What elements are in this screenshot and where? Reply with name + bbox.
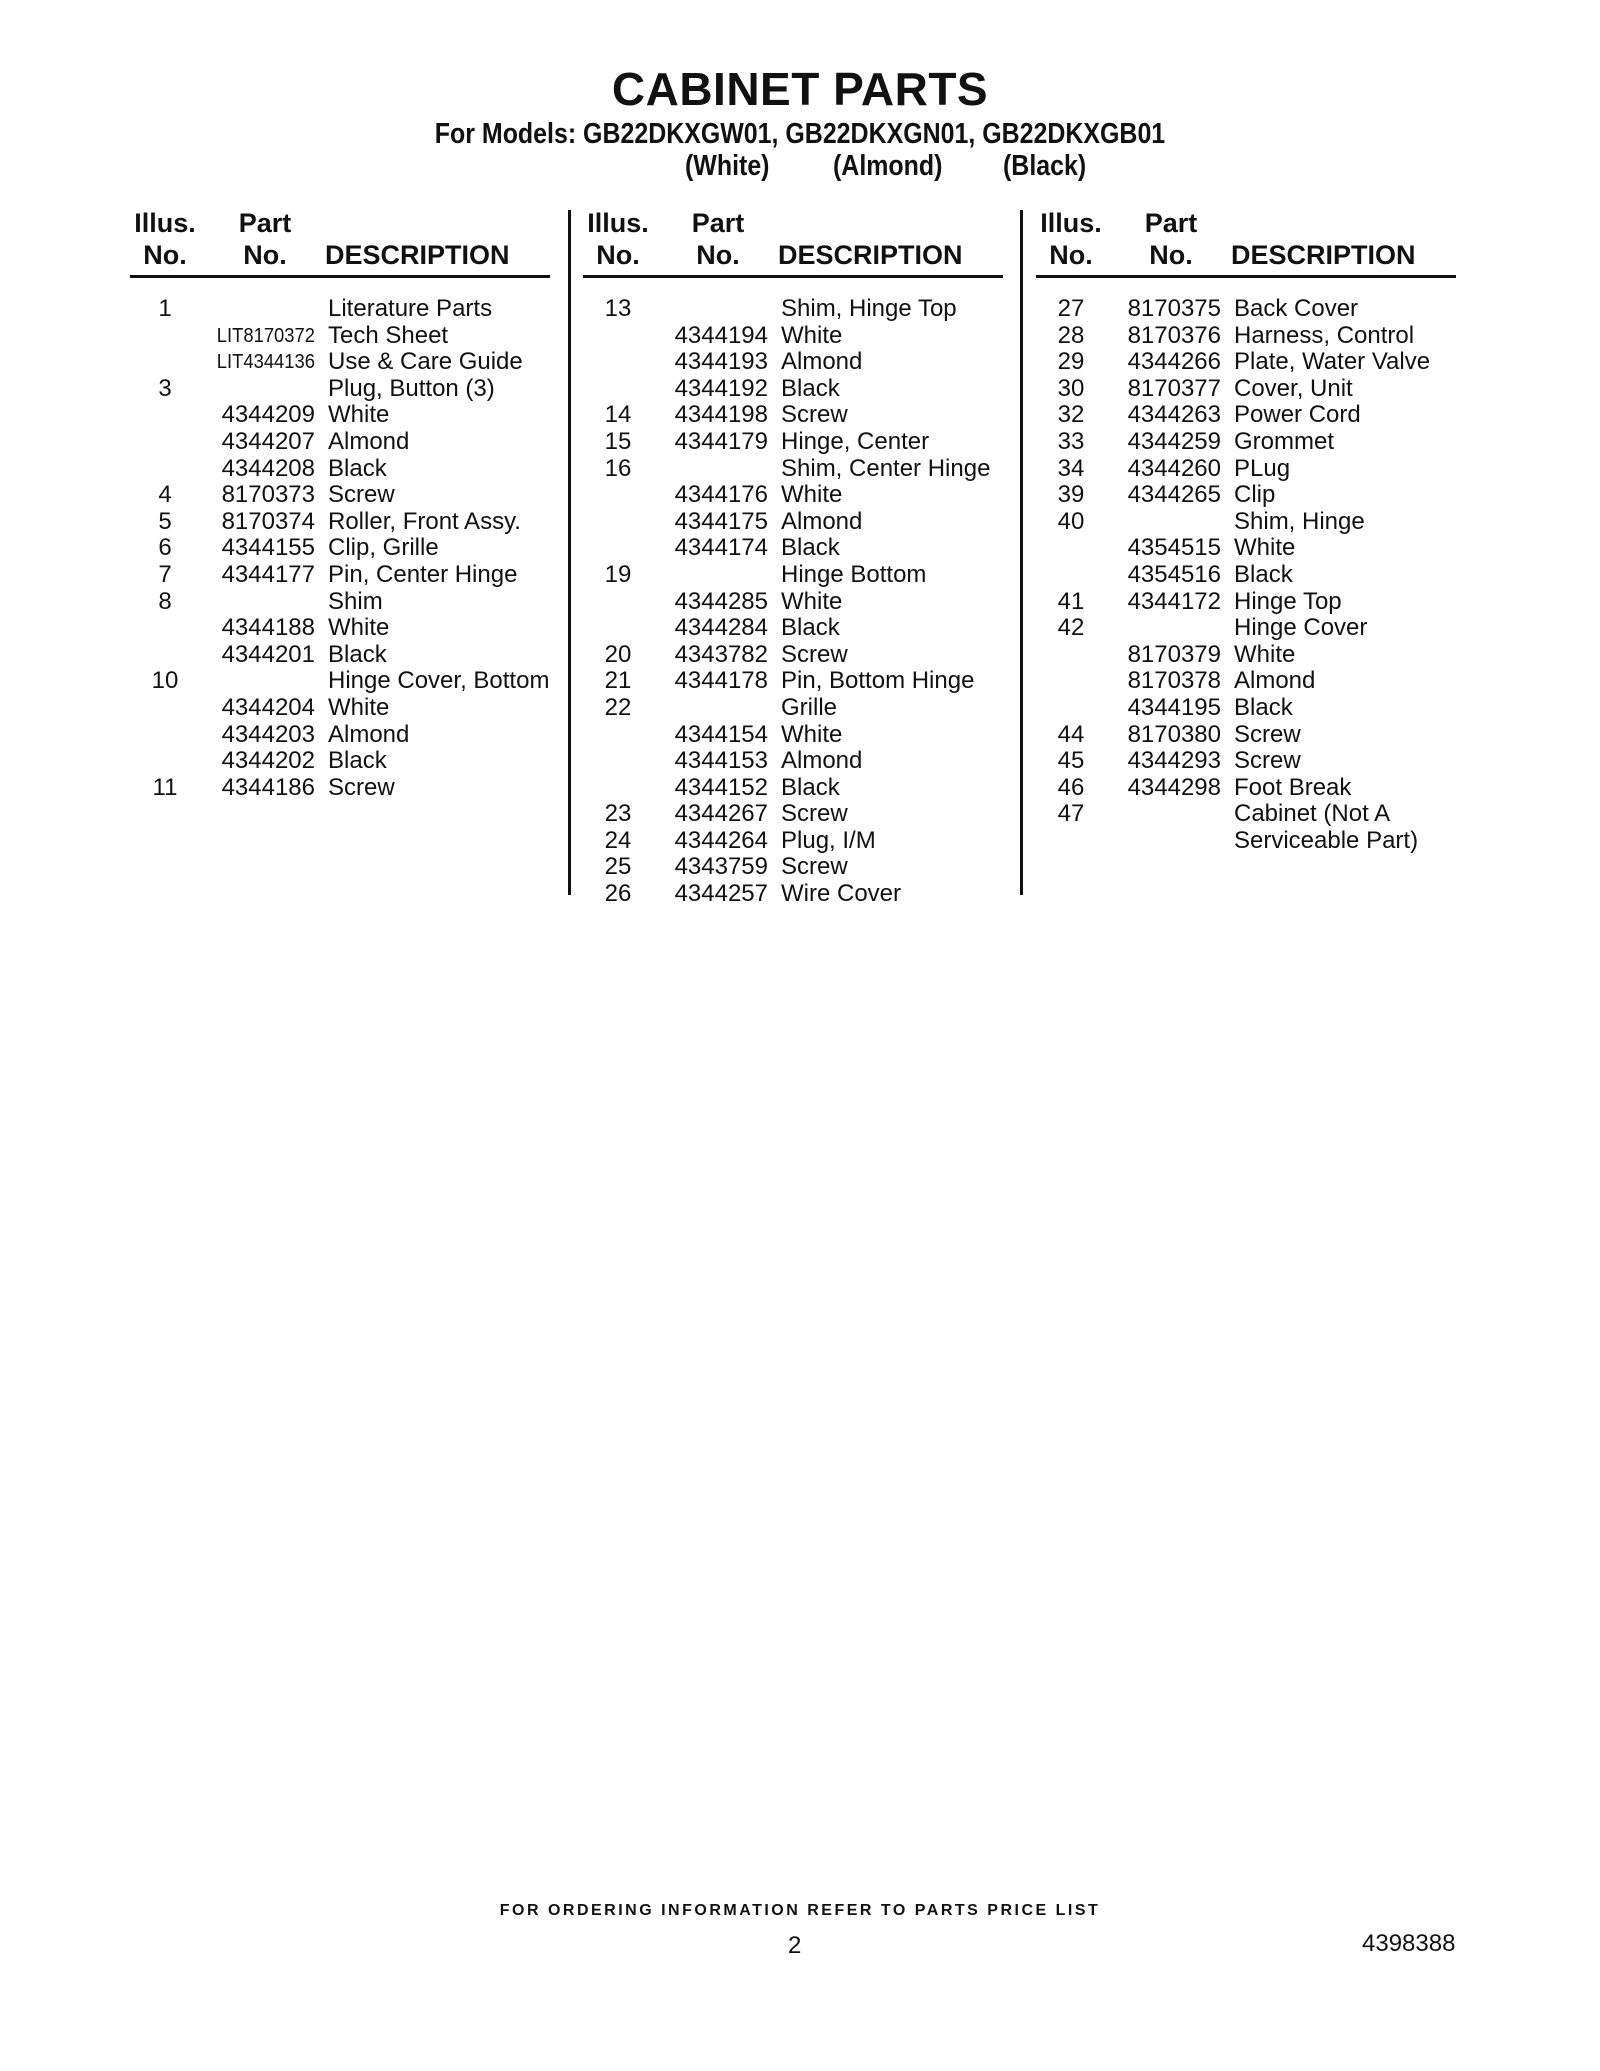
page-number: 2 <box>788 1932 802 1959</box>
part-number: 4344174 <box>674 534 768 562</box>
part-number: 4343782 <box>674 640 768 668</box>
part-number: 4344285 <box>674 587 768 615</box>
part-description: Almond <box>781 507 863 535</box>
part-description: Screw <box>328 773 395 801</box>
parts-row <box>1036 509 1456 536</box>
illus-number: 33 <box>1057 427 1085 455</box>
part-number: 4344154 <box>674 720 768 748</box>
illus-number: 27 <box>1057 295 1085 322</box>
part-number: 4344208 <box>221 454 315 482</box>
part-number: 8170373 <box>221 481 315 509</box>
illus-number: 15 <box>604 427 632 455</box>
parts-row <box>583 722 1003 749</box>
parts-row <box>583 402 1003 429</box>
parts-column-3 <box>1036 205 1456 854</box>
parts-row <box>1036 642 1456 669</box>
illus-number: 47 <box>1057 800 1085 828</box>
part-description: Clip <box>1234 481 1276 509</box>
illus-header-line1: Illus. <box>587 208 649 238</box>
part-description: Almond <box>781 348 863 376</box>
part-description: White <box>1234 534 1296 562</box>
part-description: Power Cord <box>1234 401 1361 429</box>
part-description: Grommet <box>1234 427 1335 455</box>
parts-row <box>583 509 1003 536</box>
part-number: 4354516 <box>1127 560 1221 588</box>
parts-row <box>1036 349 1456 376</box>
models-line: For Models: GB22DKXGW01, GB22DKXGN01, GB22DKXGB01 <box>434 118 1166 150</box>
parts-row <box>583 562 1003 589</box>
part-number: 4344203 <box>221 720 315 748</box>
part-number: 4344201 <box>221 640 315 668</box>
part-description: Black <box>328 747 387 775</box>
illus-number: 28 <box>1057 321 1085 349</box>
parts-row <box>130 296 550 323</box>
parts-row <box>583 854 1003 881</box>
parts-row <box>130 535 550 562</box>
illus-number: 11 <box>152 773 178 801</box>
part-description: Wire Cover <box>781 880 902 908</box>
parts-row <box>130 562 550 589</box>
part-description: Black <box>1234 560 1293 588</box>
part-number: 4344298 <box>1127 773 1221 801</box>
part-number: LIT4344136 <box>216 351 315 374</box>
part-number: 4344202 <box>221 747 315 775</box>
illus-header-line2: No. <box>596 240 640 270</box>
illus-number: 19 <box>604 560 632 588</box>
part-description: Black <box>781 614 840 642</box>
parts-row <box>1036 323 1456 350</box>
part-description: White <box>328 693 390 721</box>
page-title: CABINET PARTS <box>611 63 989 115</box>
part-description: White <box>328 401 390 429</box>
part-description: Cabinet (Not A <box>1234 800 1391 828</box>
illus-number: 29 <box>1057 348 1085 376</box>
parts-row <box>130 642 550 669</box>
parts-row <box>583 828 1003 855</box>
part-description: Screw <box>781 800 848 828</box>
part-number: 4344260 <box>1127 454 1221 482</box>
illus-number: 4 <box>158 481 172 509</box>
illus-number: 8 <box>158 587 172 615</box>
part-number: 4344155 <box>221 534 315 562</box>
part-number: 4344293 <box>1127 747 1221 775</box>
part-number: 8170374 <box>221 507 315 535</box>
illus-number: 25 <box>604 853 632 881</box>
part-description: Shim, Center Hinge <box>781 454 991 482</box>
parts-row <box>130 456 550 483</box>
part-description: Plug, Button (3) <box>328 374 495 402</box>
parts-row <box>130 402 550 429</box>
part-description: Serviceable Part) <box>1234 826 1419 854</box>
parts-row <box>130 429 550 456</box>
parts-row <box>130 589 550 616</box>
part-no-header <box>683 207 753 271</box>
part-description: Screw <box>781 853 848 881</box>
part-description: Screw <box>781 640 848 668</box>
parts-row <box>130 376 550 403</box>
part-header-line1: Part <box>1144 208 1198 238</box>
illus-number: 13 <box>604 295 632 322</box>
table-header <box>583 205 1003 278</box>
parts-list <box>130 296 550 801</box>
part-number: 8170380 <box>1127 720 1221 748</box>
part-number: 4344177 <box>221 560 315 588</box>
illus-number: 32 <box>1057 401 1085 429</box>
part-number: 4344179 <box>674 427 768 455</box>
illus-number: 41 <box>1057 587 1085 615</box>
illus-number: 16 <box>604 454 632 482</box>
parts-row <box>130 349 550 376</box>
parts-row <box>130 323 550 350</box>
parts-row <box>1036 376 1456 403</box>
parts-row <box>1036 562 1456 589</box>
parts-row <box>1036 801 1456 828</box>
part-description: Literature Parts <box>328 295 493 322</box>
parts-row <box>130 775 550 802</box>
parts-row <box>583 695 1003 722</box>
part-number: 4344193 <box>674 348 768 376</box>
part-description: Black <box>781 374 840 402</box>
part-description: Back Cover <box>1234 295 1359 322</box>
part-description: Foot Break <box>1234 773 1352 801</box>
illus-header-line1: Illus. <box>134 208 196 238</box>
parts-list <box>1036 296 1456 854</box>
part-number: 4344152 <box>674 773 768 801</box>
parts-row <box>583 881 1003 908</box>
parts-row <box>583 349 1003 376</box>
illus-number: 5 <box>158 507 172 535</box>
part-description: White <box>781 481 843 509</box>
part-description: Plug, I/M <box>781 826 876 854</box>
parts-row <box>1036 535 1456 562</box>
parts-row <box>130 482 550 509</box>
part-description: Roller, Front Assy. <box>328 507 521 535</box>
part-number: 8170377 <box>1127 374 1221 402</box>
illus-no-header <box>1036 207 1106 271</box>
part-number: 4344176 <box>674 481 768 509</box>
column-divider <box>1020 210 1023 895</box>
table-header <box>1036 205 1456 278</box>
table-header <box>130 205 550 278</box>
part-header-line2: No. <box>243 240 287 270</box>
part-description: Shim, Hinge <box>1234 507 1365 535</box>
part-description: White <box>328 614 390 642</box>
part-number: 4344259 <box>1127 427 1221 455</box>
illus-number: 22 <box>604 693 632 721</box>
column-divider <box>568 210 571 895</box>
part-number: 4344267 <box>674 800 768 828</box>
part-description: Pin, Center Hinge <box>328 560 518 588</box>
part-description: Black <box>328 640 387 668</box>
parts-row <box>130 615 550 642</box>
parts-row <box>583 429 1003 456</box>
part-description: Black <box>328 454 387 482</box>
parts-row <box>1036 748 1456 775</box>
part-header-line2: No. <box>696 240 740 270</box>
part-number: 4344153 <box>674 747 768 775</box>
part-description: White <box>781 321 843 349</box>
illus-number: 6 <box>158 534 172 562</box>
part-number: 4344204 <box>221 693 315 721</box>
part-number: 4344195 <box>1127 693 1221 721</box>
part-description: Harness, Control <box>1234 321 1415 349</box>
illus-number: 26 <box>604 880 632 908</box>
illus-number: 34 <box>1057 454 1085 482</box>
parts-row <box>1036 615 1456 642</box>
part-number: 4354515 <box>1127 534 1221 562</box>
part-description: Screw <box>328 481 395 509</box>
parts-row <box>1036 695 1456 722</box>
part-description: Almond <box>1234 667 1316 695</box>
ordering-note: FOR ORDERING INFORMATION REFER TO PARTS PRICE LIST <box>499 1902 1101 1919</box>
parts-row <box>583 615 1003 642</box>
illus-header-line2: No. <box>143 240 187 270</box>
part-number: 4343759 <box>674 853 768 881</box>
illus-header-line1: Illus. <box>1040 208 1102 238</box>
part-description: White <box>1234 640 1296 668</box>
part-number: 4344266 <box>1127 348 1221 376</box>
part-description: Black <box>781 773 840 801</box>
part-number: 4344209 <box>221 401 315 429</box>
illus-number: 14 <box>604 401 632 429</box>
parts-row <box>1036 402 1456 429</box>
illus-number: 46 <box>1057 773 1085 801</box>
parts-row <box>1036 722 1456 749</box>
parts-row <box>1036 296 1456 323</box>
parts-row <box>130 722 550 749</box>
parts-row <box>583 376 1003 403</box>
parts-row <box>583 668 1003 695</box>
parts-row <box>583 801 1003 828</box>
illus-number: 20 <box>604 640 632 668</box>
parts-row <box>583 589 1003 616</box>
parts-row <box>1036 668 1456 695</box>
part-number: 8170376 <box>1127 321 1221 349</box>
illus-number: 42 <box>1057 614 1085 642</box>
variant-almond-label: (Almond) <box>833 150 943 182</box>
illus-number: 7 <box>158 560 172 588</box>
parts-row <box>583 456 1003 483</box>
parts-row <box>130 748 550 775</box>
variant-black-label: (Black) <box>1003 150 1087 182</box>
part-description: Screw <box>1234 747 1301 775</box>
part-description: Almond <box>328 427 410 455</box>
parts-row <box>583 296 1003 323</box>
part-number: 4344263 <box>1127 401 1221 429</box>
part-number: 8170378 <box>1127 667 1221 695</box>
part-number: 4344175 <box>674 507 768 535</box>
illus-number: 45 <box>1057 747 1085 775</box>
document-number: 4398388 <box>1362 1930 1456 1957</box>
part-header-line2: No. <box>1149 240 1193 270</box>
part-number: 4344265 <box>1127 481 1221 509</box>
part-description: Hinge Cover <box>1234 614 1368 642</box>
part-number: 4344194 <box>674 321 768 349</box>
parts-row <box>130 668 550 695</box>
part-number: 4344284 <box>674 614 768 642</box>
parts-row <box>1036 775 1456 802</box>
part-description: Clip, Grille <box>328 534 439 562</box>
parts-row <box>130 695 550 722</box>
part-description: White <box>781 720 843 748</box>
parts-row <box>583 775 1003 802</box>
part-description: PLug <box>1234 454 1291 482</box>
parts-list <box>583 296 1003 908</box>
parts-row <box>1036 456 1456 483</box>
part-number: 4344207 <box>221 427 315 455</box>
part-description: White <box>781 587 843 615</box>
description-header: DESCRIPTION <box>1231 240 1416 270</box>
illus-number: 10 <box>151 667 179 695</box>
part-header-line1: Part <box>691 208 745 238</box>
illus-number: 30 <box>1057 374 1085 402</box>
illus-number: 21 <box>604 667 632 695</box>
illus-number: 24 <box>604 826 632 854</box>
parts-row <box>583 535 1003 562</box>
description-header: DESCRIPTION <box>325 240 510 270</box>
part-description: Black <box>1234 693 1293 721</box>
part-description: Shim <box>328 587 383 615</box>
illus-header-line2: No. <box>1049 240 1093 270</box>
part-number: 4344257 <box>674 880 768 908</box>
illus-number: 1 <box>158 295 172 322</box>
part-number: 4344172 <box>1127 587 1221 615</box>
part-description: Almond <box>781 747 863 775</box>
part-description: Pin, Bottom Hinge <box>781 667 975 695</box>
parts-row <box>583 748 1003 775</box>
part-header-line1: Part <box>238 208 292 238</box>
part-description: Black <box>781 534 840 562</box>
part-number: LIT8170372 <box>216 324 315 347</box>
parts-row <box>130 509 550 536</box>
part-number: 4344186 <box>221 773 315 801</box>
parts-column-2 <box>583 205 1003 908</box>
part-number: 4344188 <box>221 614 315 642</box>
parts-row <box>583 642 1003 669</box>
parts-row <box>583 323 1003 350</box>
part-number: 4344198 <box>674 401 768 429</box>
part-number: 8170375 <box>1127 295 1221 322</box>
part-description: Grille <box>781 693 838 721</box>
part-no-header <box>1136 207 1206 271</box>
parts-row <box>1036 589 1456 616</box>
part-number: 4344192 <box>674 374 768 402</box>
parts-row <box>1036 429 1456 456</box>
part-no-header <box>230 207 300 271</box>
part-description: Screw <box>1234 720 1301 748</box>
parts-row <box>1036 828 1456 855</box>
illus-number: 3 <box>158 374 172 402</box>
part-number: 8170379 <box>1127 640 1221 668</box>
illus-number: 40 <box>1057 507 1085 535</box>
illus-number: 39 <box>1057 481 1085 509</box>
parts-row <box>1036 482 1456 509</box>
illus-number: 44 <box>1057 720 1085 748</box>
illus-no-header <box>583 207 653 271</box>
part-number: 4344264 <box>674 826 768 854</box>
part-description: Screw <box>781 401 848 429</box>
part-description: Use & Care Guide <box>328 348 523 376</box>
parts-row <box>583 482 1003 509</box>
illus-no-header <box>130 207 200 271</box>
part-description: Hinge Bottom <box>781 560 927 588</box>
part-description: Plate, Water Valve <box>1234 348 1431 376</box>
part-description: Hinge, Center <box>781 427 930 455</box>
part-description: Hinge Top <box>1234 587 1342 615</box>
description-header: DESCRIPTION <box>778 240 963 270</box>
part-description: Almond <box>328 720 410 748</box>
illus-number: 23 <box>604 800 632 828</box>
parts-column-1 <box>130 205 550 801</box>
variant-white-label: (White) <box>685 150 770 182</box>
part-description: Shim, Hinge Top <box>781 295 957 322</box>
part-description: Cover, Unit <box>1234 374 1353 402</box>
part-description: Hinge Cover, Bottom <box>328 667 550 695</box>
part-number: 4344178 <box>674 667 768 695</box>
part-description: Tech Sheet <box>328 321 449 349</box>
